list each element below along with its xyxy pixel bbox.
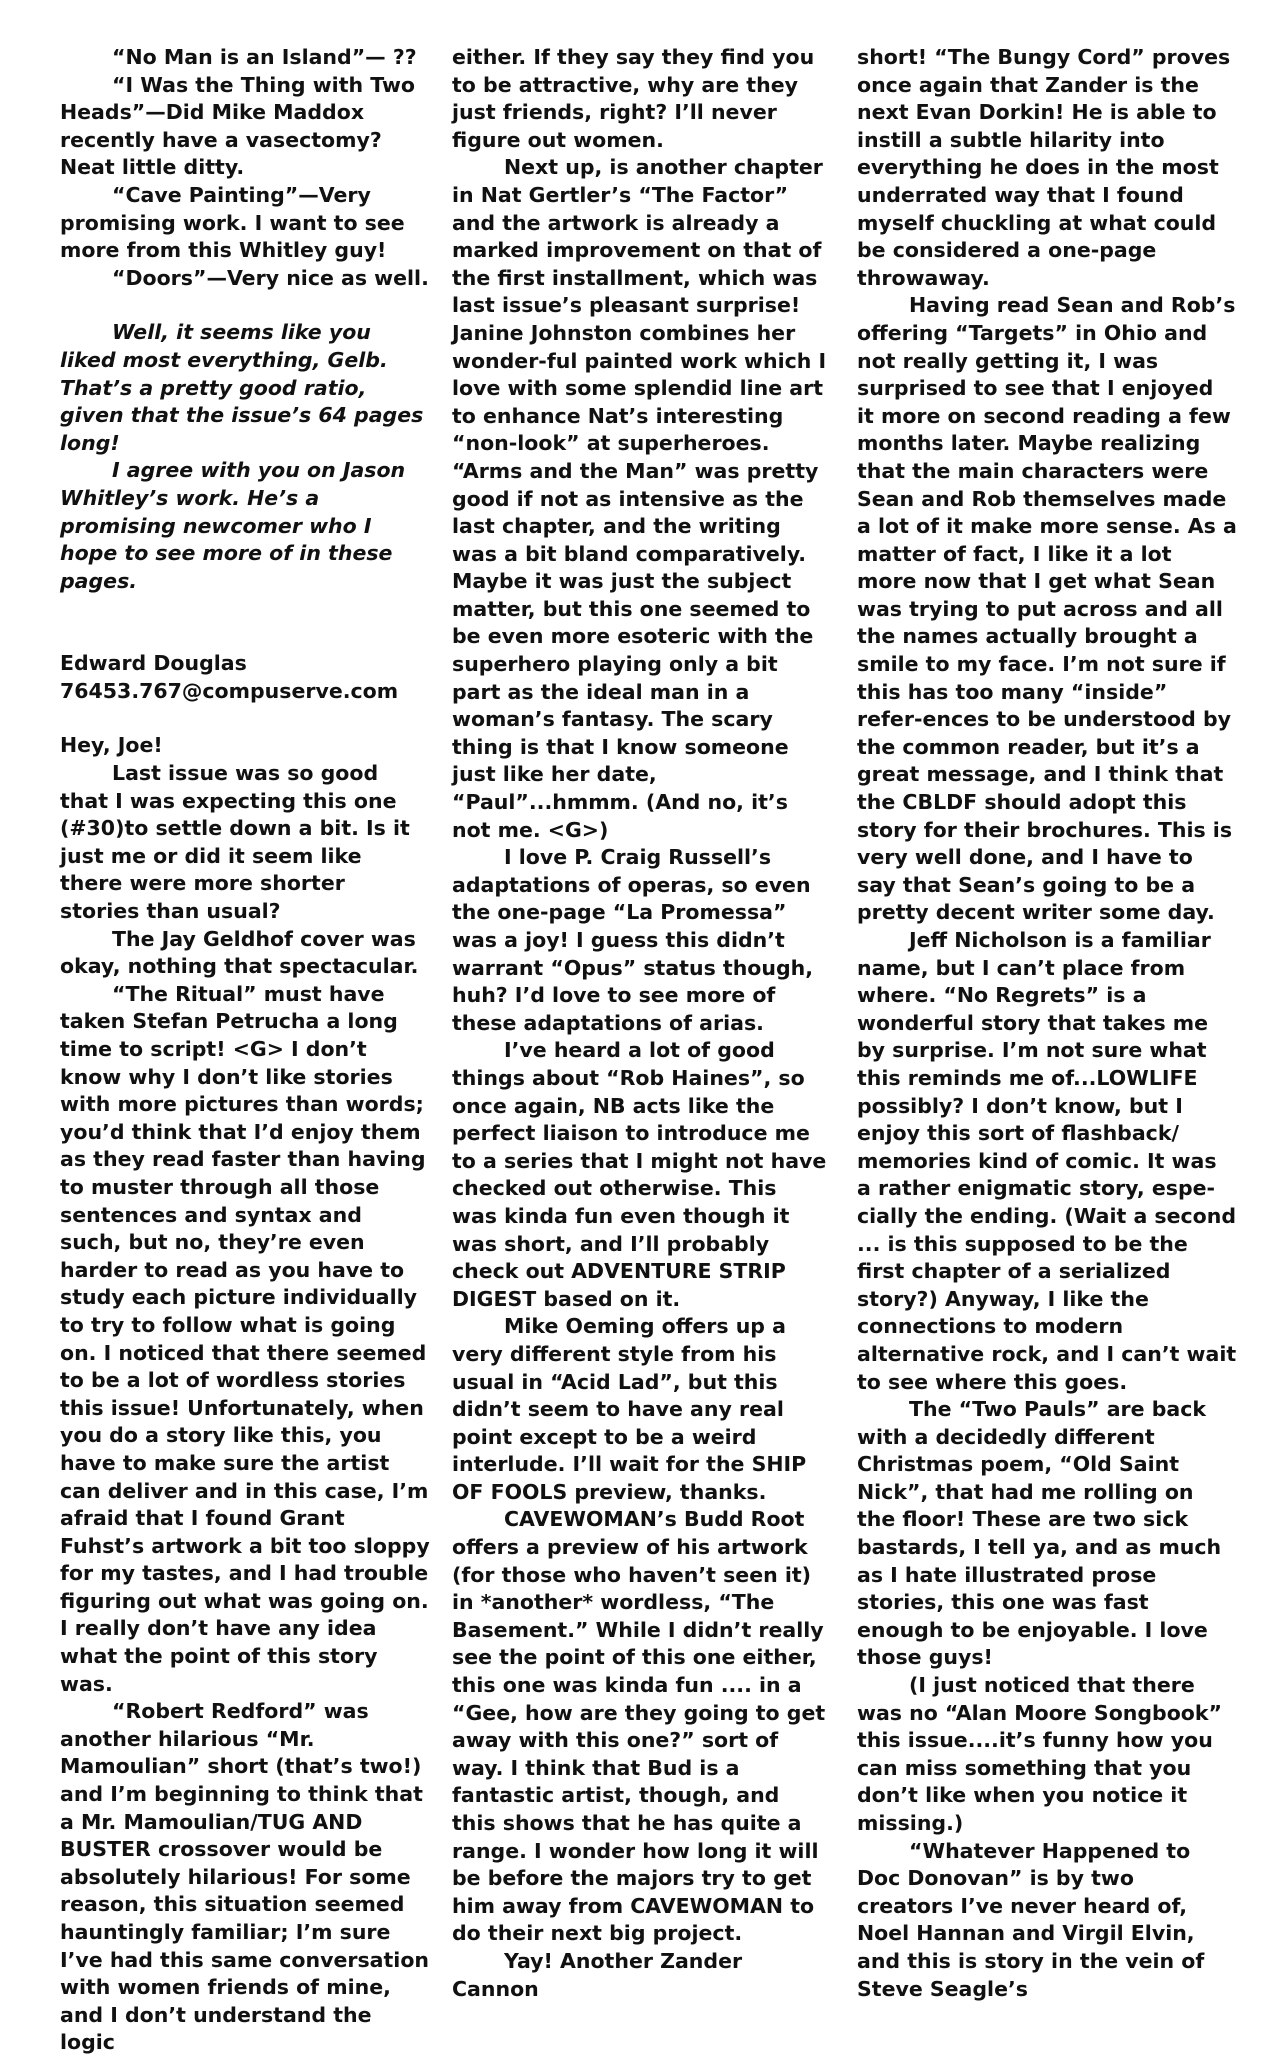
signature-email: 76453.767@compuserve.com [60, 678, 399, 703]
column-left [60, 44, 430, 2057]
letter-paragraph: Last issue was so good that I was expecting this one (#30)to settle down a bit. Is it just me or did it seem like there were more shorter stories than usual? [60, 761, 410, 924]
spacer [60, 705, 430, 732]
letter-paragraph: Jeff Nicholson is a familiar name, but I can’t place from where. “No Regrets” is a wonderful story that takes me by surprise. I’m not sure what this reminds me of...LOWLIFE possibly? I don’t know, but I enjoy this sort of flashback/ memories kind of comic. It was a rather enigmatic story, espe-cially the ending. (Wait a second ... is this supposed to be the first chapter of a serialized story?) Anyway, I like the connections to modern alternative rock, and I can’t wait to see where this goes. [857, 928, 1237, 1394]
letter-paragraph: The “Two Pauls” are back with a decidedly different Christmas poem, “Old Saint Nick”, that had me rolling on the floor! These are two sick bastards, I tell ya, and as much as I hate illustrated prose stories, this one was fast enough to be enjoyable. I love those guys! [857, 1397, 1222, 1670]
letter-paragraph: Mike Oeming offers up a very different style from his usual in “Acid Lad”, but this didn’t seem to have any real point except to be a weird interlude. I’ll wait for the SHIP OF FOOLS preview, thanks. [452, 1314, 807, 1504]
letter-paragraph: Having read Sean and Rob’s offering “Targets” in Ohio and not really getting it, I was surprised to see that I enjoyed it more on second reading a few months later. Maybe realizing that the main characters were Sean and Rob themselves made a lot of it make more sense. As a matter of fact, I like it a lot more now that I get what Sean was trying to put across and all the names actually brought a smile to my face. I’m not sure if this has too many “inside” refer-ences to be understood by the common reader, but it’s a great message, and I think that the CBLDF should adopt this story for their brochures. This is very well done, and I have to say that Sean’s going to be a pretty decent writer some day. [857, 293, 1237, 925]
column-right [857, 44, 1237, 2003]
letter-paragraph: The Jay Geldhof cover was okay, nothing that spectacular. [60, 926, 419, 979]
letter-paragraph: “No Man is an Island”— ?? [112, 45, 417, 69]
letter-paragraph: I love P. Craig Russell’s adaptations of operas, so even the one-page “La Promessa” was a joy! I guess this didn’t warrant “Opus” status though, huh? I’d love to see more of these adaptations of arias. [452, 845, 814, 1035]
letter-paragraph: I’ve heard a lot of good things about “Rob Haines”, so once again, NB acts like the perfect liaison to introduce me to a series that I might not have checked out otherwise. This was kinda fun even though it was short, and I’ll probably check out ADVENTURE STRIP DIGEST based on it. [452, 1038, 827, 1311]
letter-paragraph: “Doors”—Very nice as well. [112, 265, 429, 290]
letter-paragraph: Next up, is another chapter in Nat Gertler’s “The Factor” and the artwork is already a marked improvement on that of the first installment, which was last issue’s pleasant surprise! Janine Johnston combines her wonder-ful painted work which I love with some splendid line art to enhance Nat’s interesting “non-look” at superheroes. “Arms and the Man” was pretty good if not as intensive as the last chapter, and the writing was a bit bland comparatively. Maybe it was just the subject matter, but this one seemed to be even more esoteric with the superhero playing only a bit part as the ideal man in a woman’s fantasy. The scary thing is that I know someone just like her date, “Paul”...hmmm. (And no, it’s not me. <G>) [452, 155, 827, 842]
letter-paragraph: Yay! Another Zander Cannon [452, 1948, 743, 2001]
letter-paragraph: “I Was the Thing with Two Heads”—Did Mike Maddox recently have a vasectomy? Neat little ditty. [60, 72, 415, 180]
spacer [60, 292, 430, 319]
spacer [60, 595, 430, 650]
editor-reply: I agree with you on Jason Whitley’s work. He’s a promising newcomer who I hope to see more of in these pages. [60, 458, 406, 593]
letter-paragraph: “The Ritual” must have taken Stefan Petrucha a long time to script! <G> I don’t know why I don’t like stories with more pictures than words; you’d think that I’d enjoy them as they read faster than having to muster through all those sentences and syntax and such, but no, they’re even harder to read as you have to study each picture individually to try to follow what is going on. I noticed that there seemed to be a lot of wordless stories this issue! Unfortunately, when you do a story like this, you have to make sure the artist can deliver and in this case, I’m afraid that I found Grant Fuhst’s artwork a bit too sloppy for my tastes, and I had trouble figuring out what was going on. I really don’t have any idea what the point of this story was. [60, 981, 430, 1696]
column-middle [452, 44, 828, 2003]
editor-reply: Well, it seems like you liked most everything, Gelb. That’s a pretty good ratio, given that the issue’s 64 pages long! [60, 320, 424, 455]
letter-paragraph: “Robert Redford” was another hilarious “Mr. Mamoulian” short (that’s two!) and I’m beginning to think that a Mr. Mamoulian/TUG AND BUSTER crossover would be absolutely hilarious! For some reason, this situation seemed hauntingly familiar; I’m sure I’ve had this same conversation with women friends of mine, and I don’t understand the logic [60, 1699, 429, 2055]
letter-greeting: Hey, Joe! [60, 733, 163, 758]
letter-paragraph: short! “The Bungy Cord” proves once again that Zander is the next Evan Dorkin! He is able to instill a subtle hilarity into everything he does in the most underrated way that I found myself chuckling at what could be considered a one-page throwaway. [857, 45, 1231, 290]
signature-name: Edward Douglas [60, 651, 247, 676]
letter-paragraph: “Whatever Happened to Doc Donovan” is by two creators I’ve never heard of, Noel Hannan and Virgil Elvin, and this is story in the vein of Steve Seagle’s [857, 1838, 1205, 2001]
letter-paragraph: either. If they say they find you to be attractive, why are they just friends, right? I’ll never figure out women. [452, 45, 815, 152]
letter-paragraph: CAVEWOMAN’s Budd Root offers a preview of his artwork (for those who haven’t seen it) in *another* wordless, “The Basement.” While I didn’t really see the point of this one either, this one was kinda fun .... in a “Gee, how are they going to get away with this one?” sort of way. I think that Bud is a fantastic artist, though, and this shows that he has quite a range. I wonder how long it will be before the majors try to get him away from CAVEWOMAN to do their next big project. [452, 1507, 826, 1946]
letter-paragraph: “Cave Painting”—Very promising work. I want to see more from this Whitley guy! [60, 182, 405, 263]
letter-paragraph: (I just noticed that there was no “Alan Moore Songbook” this issue....it’s funny how you can miss something that you don’t like when you notice it missing.) [857, 1673, 1222, 1835]
